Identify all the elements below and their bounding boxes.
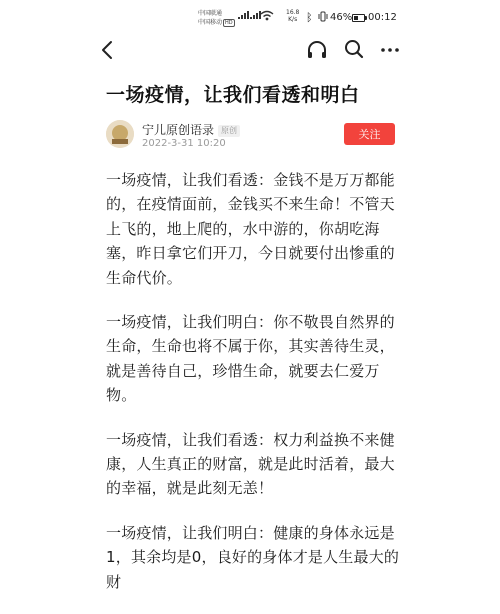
follow-button[interactable]: 关注 <box>344 123 395 145</box>
author-name[interactable]: 宁儿原创语录 <box>142 123 215 137</box>
more-icon[interactable] <box>378 38 402 62</box>
paragraph: 一场疫情，让我们明白：你不敬畏自然界的生命，生命也将不属于你，其实善待生灵，就是善待自己，珍惜生命，就要去仁爱万物。 <box>106 313 395 405</box>
battery-icon <box>352 14 365 22</box>
author-row[interactable] <box>142 121 240 138</box>
carrier-info <box>198 9 235 27</box>
speed-unit: K/s <box>288 16 298 23</box>
avatar-image <box>106 120 134 148</box>
clock: 00:12 <box>368 12 397 23</box>
publish-date: 2022-3-31 10:20 <box>142 138 226 149</box>
headphone-icon[interactable] <box>305 38 329 62</box>
status-bar <box>0 0 500 34</box>
carrier-2: 中国移动 <box>198 19 223 26</box>
bluetooth-icon: ᛒ <box>306 11 313 24</box>
back-icon[interactable] <box>96 38 120 62</box>
hd-badge: HD <box>225 19 233 26</box>
avatar[interactable] <box>106 120 134 148</box>
paragraph: 一场疫情，让我们明白：健康的身体永远是1，其余均是0，良好的身体才是人生最大的财 <box>106 523 400 591</box>
paragraph: 一场疫情，让我们看透：金钱不是万万都能的，在疫情面前，金钱买不来生命！不管天上飞的，地上爬的，水中游的，你胡吃海塞，昨日拿它们开刀，今日就要付出惨重的生命代价。 <box>106 171 395 287</box>
wifi-icon <box>260 10 274 21</box>
signal-icon <box>238 11 249 19</box>
speed-value: 16.8 <box>286 9 300 16</box>
paragraph: 一场疫情，让我们看透：权力利益换不来健康，人生真正的财富，就是此时活着，最大的幸福，就是此刻无恙！ <box>106 430 395 498</box>
article-title: 一场疫情，让我们看透和明白 <box>106 84 360 106</box>
carrier-1: 中国联通 <box>198 10 223 17</box>
battery-percent: 46% <box>330 12 353 23</box>
original-badge: 原创 <box>218 125 240 137</box>
vibrate-icon <box>318 11 328 22</box>
search-icon[interactable] <box>342 37 366 61</box>
article-body <box>106 168 400 614</box>
network-speed <box>286 9 299 23</box>
